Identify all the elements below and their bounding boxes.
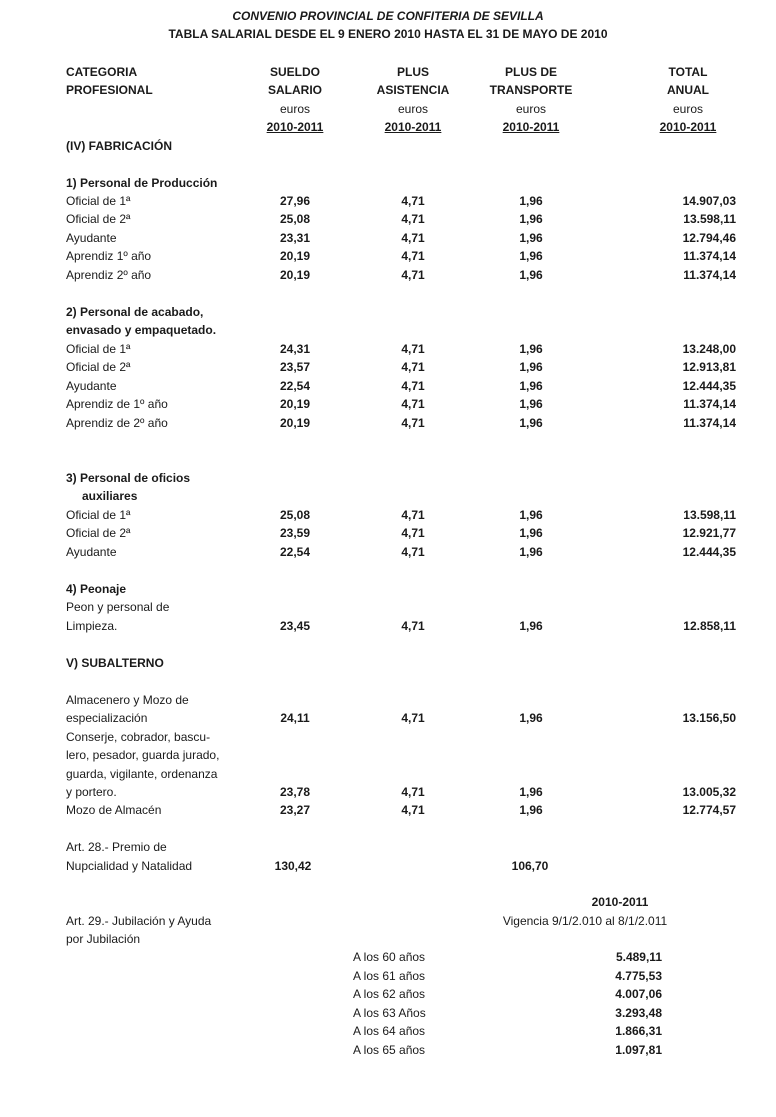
g2-row0-asist: 4,71: [401, 342, 425, 356]
g1-row0-label: Oficial de 1ª: [66, 194, 131, 208]
almacenero-label-2: especialización: [66, 711, 148, 725]
g2-row1-sueldo: 23,57: [279, 360, 311, 374]
g3-row0-transp: 1,96: [519, 508, 543, 522]
header-sueldo-1: SUELDO: [269, 65, 320, 79]
g3-row1-sueldo: 23,59: [279, 526, 311, 540]
g3-row0-label: Oficial de 1ª: [66, 508, 131, 522]
g3-row1-transp: 1,96: [519, 526, 543, 540]
g1-row3-asist: 4,71: [401, 249, 425, 263]
g1-row3-transp: 1,96: [519, 249, 543, 263]
header-categoria-1: CATEGORIA: [66, 65, 138, 79]
g2-row3-transp: 1,96: [519, 397, 543, 411]
g1-row2-transp: 1,96: [519, 231, 543, 245]
g4-asist: 4,71: [401, 619, 425, 633]
art29-row2-label: A los 62 años: [353, 987, 426, 1001]
art28-label-1: Art. 28.- Premio de: [66, 840, 167, 854]
g1-row4-asist: 4,71: [401, 268, 425, 282]
g2-row3-total: 11.374,14: [683, 397, 736, 411]
g1-row4-sueldo: 20,19: [279, 268, 311, 282]
g1-row1-asist: 4,71: [401, 212, 425, 226]
g1-row2-label: Ayudante: [66, 231, 117, 245]
art28-value-1: 130,42: [274, 859, 312, 873]
art29-vigencia: Vigencia 9/1/2.010 al 8/1/2.011: [502, 914, 668, 928]
mozo-total: 12.774,57: [682, 803, 736, 817]
g4-label-2: Limpieza.: [66, 619, 118, 633]
g3-row1-total: 12.921,77: [682, 526, 736, 540]
art29-label-1: Art. 29.- Jubilación y Ayuda: [66, 914, 212, 928]
g2-row2-total: 12.444,35: [682, 379, 736, 393]
mozo-label: Mozo de Almacén: [66, 803, 162, 817]
conserje-label-4: y portero.: [66, 785, 117, 799]
g1-row0-sueldo: 27,96: [279, 194, 311, 208]
document-subtitle: TABLA SALARIAL DESDE EL 9 ENERO 2010 HASTA EL 31 DE MAYO DE 2010: [168, 27, 608, 41]
art29-row4-label: A los 64 años: [353, 1024, 426, 1038]
document-title: CONVENIO PROVINCIAL DE CONFITERIA DE SEVILLA: [232, 9, 544, 23]
g3-row2-sueldo: 22,54: [279, 545, 311, 559]
g3-row0-total: 13.598,11: [683, 508, 736, 522]
header-transporte-4: 2010-2011: [502, 120, 560, 134]
g2-row2-transp: 1,96: [519, 379, 543, 393]
conserje-transp: 1,96: [519, 785, 543, 799]
g1-row1-transp: 1,96: [519, 212, 543, 226]
group2-title-1: 2) Personal de acabado,: [66, 305, 204, 319]
g1-row2-total: 12.794,46: [682, 231, 736, 245]
g1-row4-total: 11.374,14: [683, 268, 736, 282]
almacenero-transp: 1,96: [519, 711, 543, 725]
mozo-asist: 4,71: [401, 803, 425, 817]
header-categoria-2: PROFESIONAL: [66, 83, 153, 97]
g1-row1-sueldo: 25,08: [279, 212, 311, 226]
art29-row2-value: 4.007,06: [615, 987, 662, 1001]
almacenero-sueldo: 24,11: [280, 711, 310, 725]
almacenero-label-1: Almacenero y Mozo de: [66, 693, 189, 707]
g2-row4-total: 11.374,14: [683, 416, 736, 430]
group3-title-1: 3) Personal de oficios: [66, 471, 191, 485]
g2-row4-transp: 1,96: [519, 416, 543, 430]
g3-row1-label: Oficial de 2ª: [66, 526, 131, 540]
g2-row3-asist: 4,71: [401, 397, 425, 411]
g1-row4-label: Aprendiz 2º año: [66, 268, 152, 282]
conserje-label-3: guarda, vigilante, ordenanza: [66, 767, 218, 781]
g2-row1-transp: 1,96: [519, 360, 543, 374]
art29-label-2: por Jubilación: [66, 932, 141, 946]
header-total-2: ANUAL: [667, 83, 709, 97]
header-sueldo-2: SALARIO: [268, 83, 322, 97]
g1-row0-transp: 1,96: [519, 194, 543, 208]
header-transporte-3: euros: [515, 102, 547, 116]
group4-title: 4) Peonaje: [66, 582, 127, 596]
art29-row5-label: A los 65 años: [353, 1043, 426, 1057]
art29-row0-label: A los 60 años: [353, 950, 426, 964]
g1-row2-sueldo: 23,31: [279, 231, 311, 245]
g4-transp: 1,96: [519, 619, 543, 633]
g2-row4-label: Aprendiz de 2º año: [66, 416, 168, 430]
art29-row4-value: 1.866,31: [615, 1024, 662, 1038]
mozo-transp: 1,96: [519, 803, 543, 817]
header-asistencia-1: PLUS: [396, 65, 429, 79]
header-asistencia-3: euros: [397, 102, 429, 116]
g3-row2-transp: 1,96: [519, 545, 543, 559]
art28-value-2: 106,70: [511, 859, 549, 873]
header-asistencia-2: ASISTENCIA: [376, 83, 450, 97]
art29-row5-value: 1.097,81: [615, 1043, 662, 1057]
g1-row1-label: Oficial de 2ª: [66, 212, 131, 226]
header-sueldo-3: euros: [279, 102, 311, 116]
art29-row3-label: A los 63 Años: [353, 1006, 426, 1020]
conserje-label-1: Conserje, cobrador, bascu-: [66, 730, 211, 744]
g1-row3-label: Aprendiz 1º año: [66, 249, 152, 263]
group2-title-2: envasado y empaquetado.: [66, 323, 217, 337]
conserje-asist: 4,71: [401, 785, 425, 799]
almacenero-asist: 4,71: [401, 711, 425, 725]
g3-row0-asist: 4,71: [401, 508, 425, 522]
art29-row1-label: A los 61 años: [353, 969, 426, 983]
almacenero-total: 13.156,50: [682, 711, 736, 725]
header-transporte-2: TRANSPORTE: [489, 83, 573, 97]
g2-row0-sueldo: 24,31: [279, 342, 311, 356]
g2-row3-label: Aprendiz de 1º año: [66, 397, 168, 411]
conserje-total: 13.005,32: [682, 785, 736, 799]
g2-row0-label: Oficial de 1ª: [66, 342, 131, 356]
g1-row3-sueldo: 20,19: [279, 249, 311, 263]
g4-label-1: Peon y personal de: [66, 600, 170, 614]
g1-row3-total: 11.374,14: [683, 249, 736, 263]
g2-row1-asist: 4,71: [401, 360, 425, 374]
art29-row1-value: 4.775,53: [615, 969, 662, 983]
g2-row3-sueldo: 20,19: [279, 397, 311, 411]
header-sueldo-4: 2010-2011: [266, 120, 324, 134]
conserje-sueldo: 23,78: [279, 785, 311, 799]
g4-sueldo: 23,45: [279, 619, 311, 633]
g1-row4-transp: 1,96: [519, 268, 543, 282]
g3-row2-total: 12.444,35: [682, 545, 736, 559]
group3-title-2: auxiliares: [82, 489, 138, 503]
g2-row2-label: Ayudante: [66, 379, 117, 393]
g1-row2-asist: 4,71: [401, 231, 425, 245]
header-asistencia-4: 2010-2011: [384, 120, 442, 134]
g3-row2-asist: 4,71: [401, 545, 425, 559]
g2-row0-total: 13.248,00: [682, 342, 736, 356]
header-total-3: euros: [672, 102, 704, 116]
g1-row0-asist: 4,71: [401, 194, 425, 208]
g2-row2-sueldo: 22,54: [279, 379, 311, 393]
art28-label-2: Nupcialidad y Natalidad: [66, 859, 193, 873]
g3-row0-sueldo: 25,08: [279, 508, 311, 522]
art29-row0-value: 5.489,11: [615, 950, 662, 964]
conserje-label-2: lero, pesador, guarda jurado,: [66, 748, 220, 762]
art29-year: 2010-2011: [591, 895, 649, 909]
header-total-1: TOTAL: [668, 65, 708, 79]
g3-row1-asist: 4,71: [401, 526, 425, 540]
section-subalterno: V) SUBALTERNO: [66, 656, 164, 670]
g2-row4-asist: 4,71: [401, 416, 425, 430]
mozo-sueldo: 23,27: [279, 803, 311, 817]
section-fabricacion: (IV) FABRICACIÓN: [66, 139, 172, 153]
g2-row2-asist: 4,71: [401, 379, 425, 393]
group1-title: 1) Personal de Producción: [66, 176, 218, 190]
header-transporte-1: PLUS DE: [504, 65, 557, 79]
g1-row1-total: 13.598,11: [683, 212, 736, 226]
header-total-4: 2010-2011: [659, 120, 717, 134]
g3-row2-label: Ayudante: [66, 545, 117, 559]
g2-row4-sueldo: 20,19: [279, 416, 311, 430]
art29-row3-value: 3.293,48: [615, 1006, 662, 1020]
g2-row0-transp: 1,96: [519, 342, 543, 356]
g4-total: 12.858,11: [683, 619, 736, 633]
g1-row0-total: 14.907,03: [682, 194, 736, 208]
g2-row1-label: Oficial de 2ª: [66, 360, 131, 374]
g2-row1-total: 12.913,81: [682, 360, 736, 374]
